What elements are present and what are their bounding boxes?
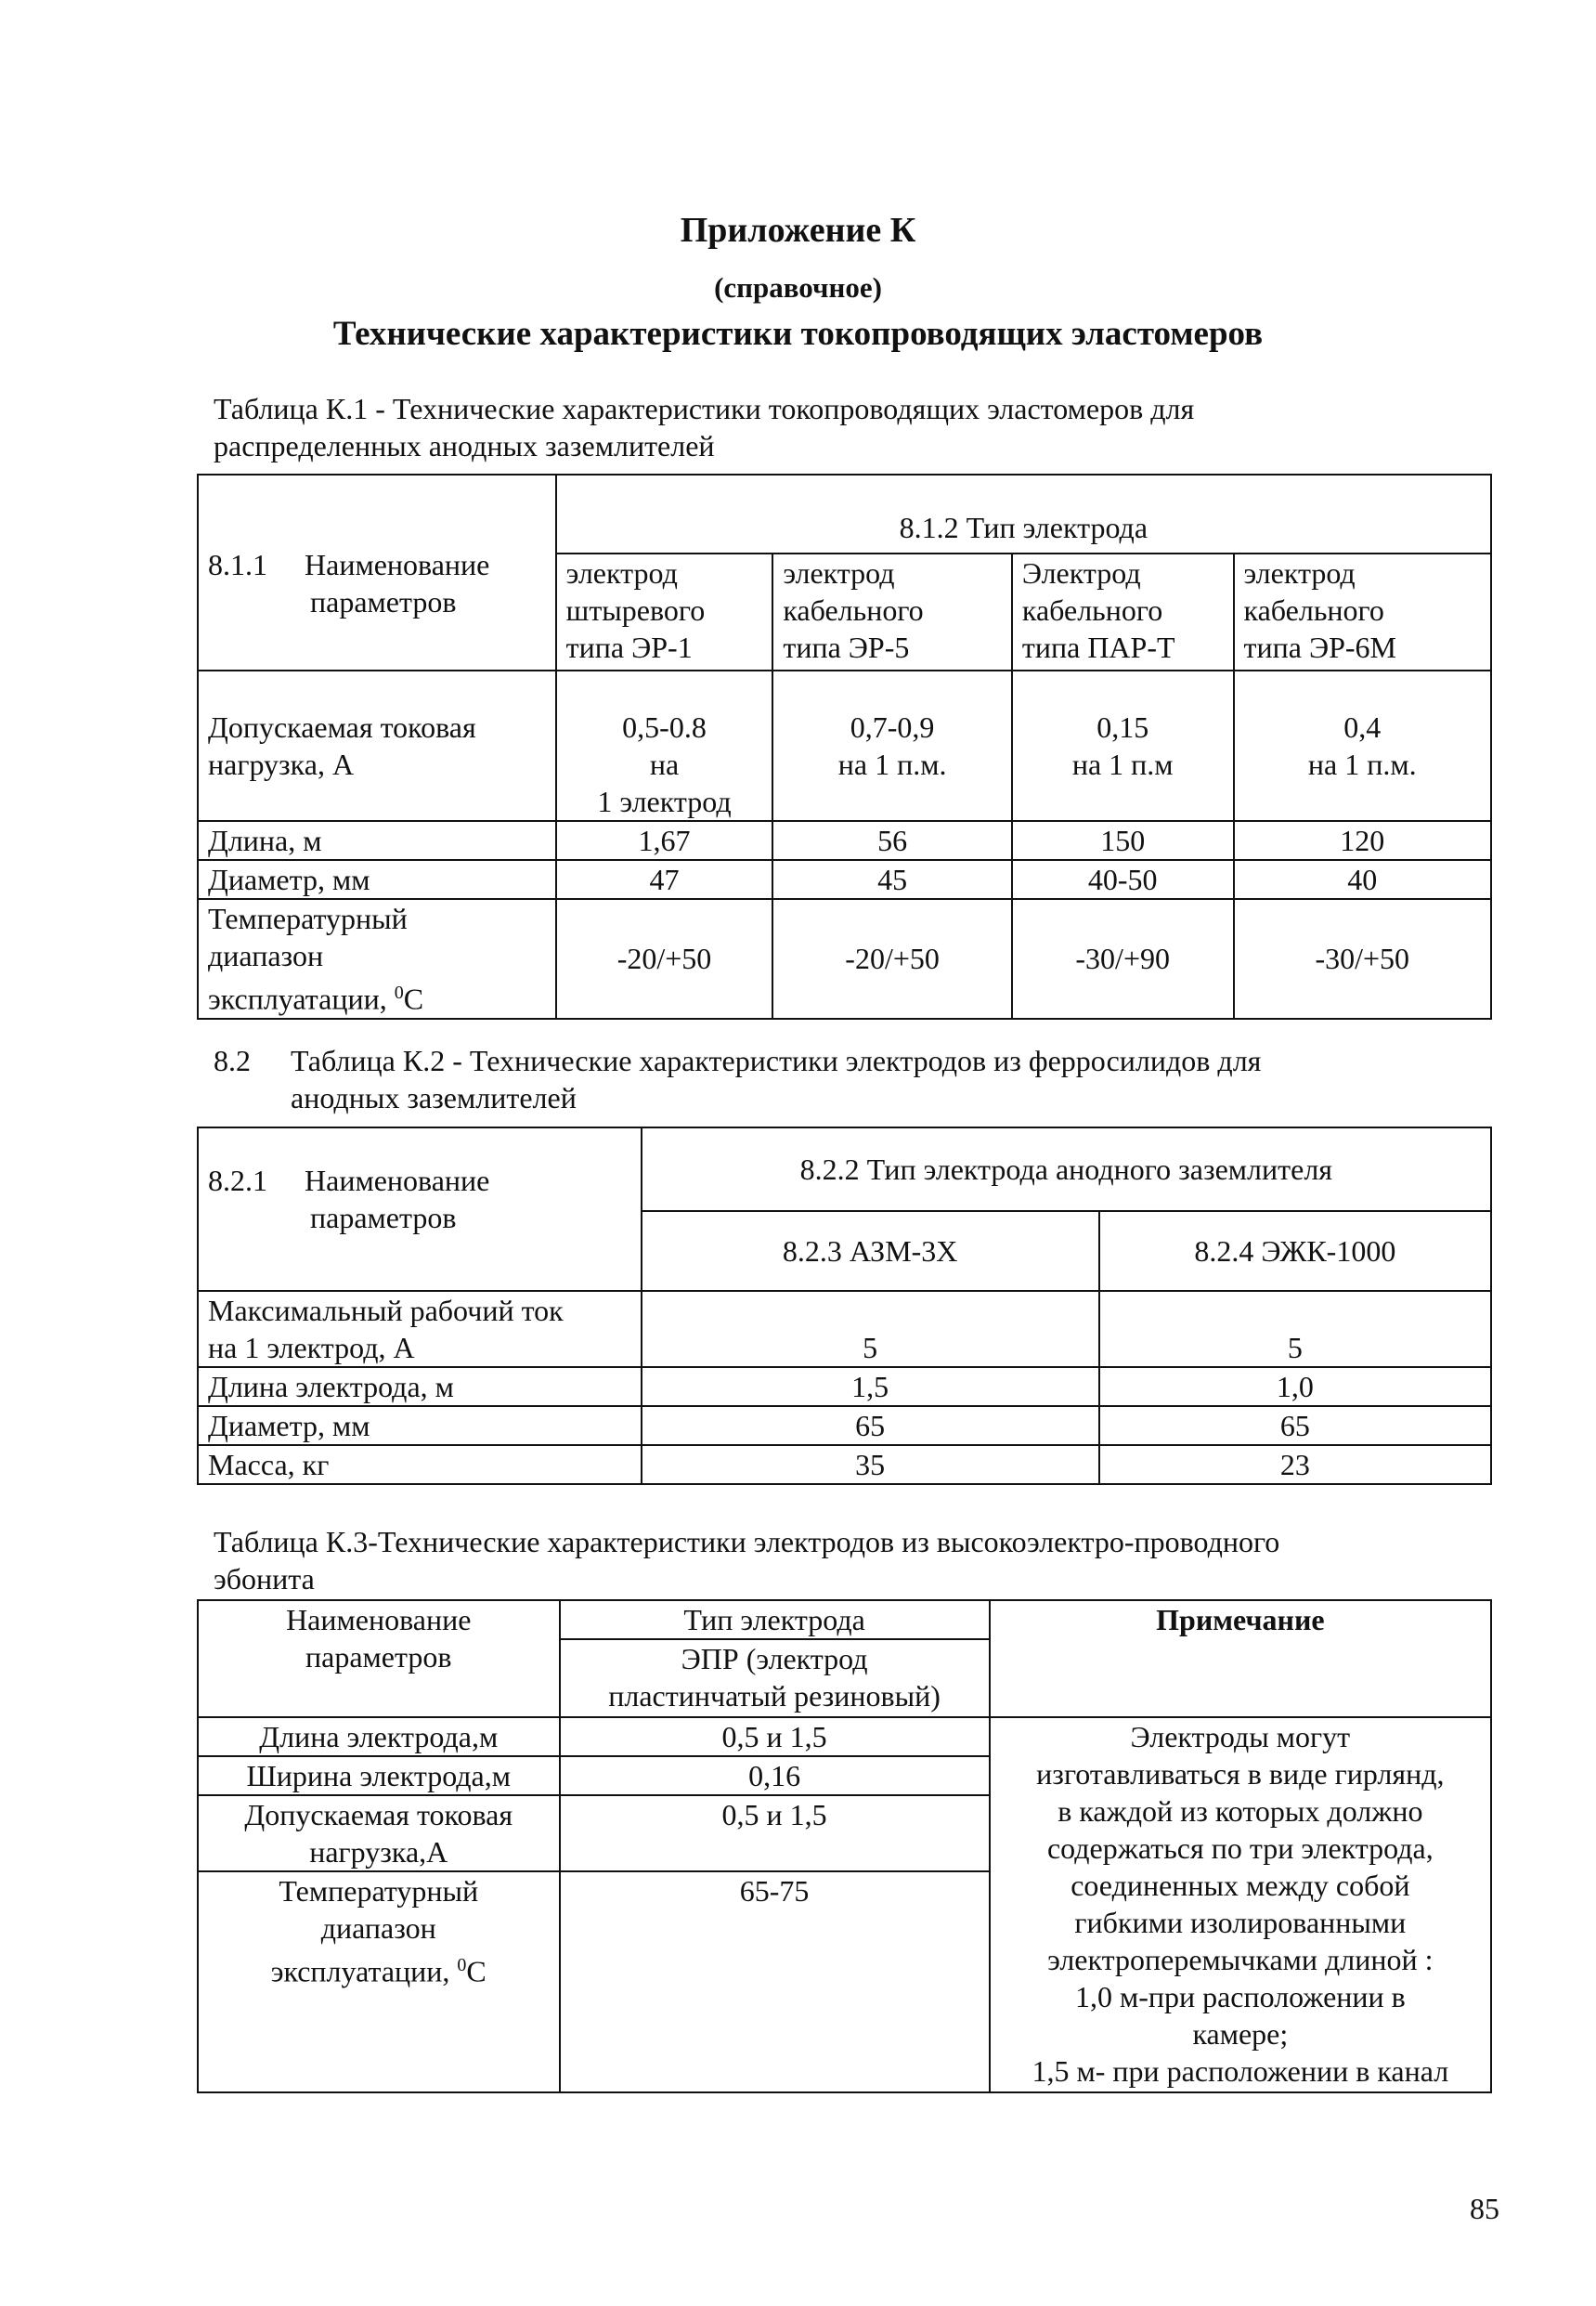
table2-type-header: 8.2.2 Тип электрода анодного заземлителя [642,1127,1491,1211]
table2-cell: 5 [642,1291,1099,1367]
table1-cell: 56 [772,821,1012,860]
label-line: Максимальный рабочий ток [208,1294,564,1327]
table2-param-header [198,1127,642,1291]
type-line: электрод [783,556,895,590]
table2-param-header-num: 8.2.1 [208,1164,267,1197]
table-row [198,1291,1491,1367]
type-line: Электрод [1021,556,1141,590]
table2-cell: 1,0 [1099,1367,1491,1406]
table1-row-label: Диаметр, мм [198,860,556,899]
label-line: на 1 электрод, А [208,1331,415,1364]
table1-cell: 150 [1012,821,1234,860]
table1-cell: -30/+90 [1012,899,1234,1019]
table2-cell: 23 [1099,1445,1491,1484]
value-line: на 1 п.м. [837,748,947,781]
table-row [198,671,1491,821]
table3-caption [214,1523,1279,1597]
value-line: 0,5-0.8 [622,710,707,744]
table1-cell [556,671,773,821]
table1-type-cell [1012,554,1234,671]
label-line: нагрузка, А [208,748,355,781]
table1-type-header: 8.1.2 Тип электрода [556,475,1491,554]
degree-mark: 0 [394,983,404,1003]
table3-row-label [198,1795,560,1871]
type-line: штыревого [565,593,706,627]
table2-param-header-l1: Наименование [305,1164,490,1197]
table2-row-label: Масса, кг [198,1445,642,1484]
table3-cell: 0,16 [560,1756,990,1795]
document-title: Технические характеристики токопроводящих эластомеров [332,315,1264,353]
table3-caption-line1: Таблица К.3-Технические характеристики электродов из высокоэлектро-проводного [214,1525,1280,1558]
note-line: 1,0 м-при расположении в [1074,1980,1406,2013]
type-line: электрод [1243,556,1356,590]
table3-type-cell [560,1639,990,1717]
label-line: диапазон [208,939,324,972]
table2 [197,1127,1492,1485]
table-row [198,899,1491,1019]
table3-caption-line2: эбонита [214,1562,315,1596]
table3-row-label: Длина электрода,м [198,1717,560,1756]
table2-cell: 1,5 [642,1367,1099,1406]
table-row [198,1717,1491,1756]
type-line: типа ЭР-1 [565,631,693,664]
table3-param-header [198,1600,560,1717]
table1 [197,474,1492,1020]
label-line: Температурный [279,1874,479,1908]
table2-caption-line1: Таблица К.2 - Технические характеристики электродов из ферросилидов для [291,1044,1262,1077]
table-row [198,821,1491,860]
table1-type-cell [1234,554,1491,671]
value-line: на [649,748,680,781]
note-line: электроперемычками длиной : [1047,1943,1434,1976]
value-line: 0,4 [1343,710,1382,744]
table3-cell: 0,5 и 1,5 [560,1795,990,1871]
table3-note-header: Примечание [990,1600,1491,1717]
table2-type-cell: 8.2.4 ЭЖК-1000 [1099,1211,1491,1291]
table1-cell: 40-50 [1012,860,1234,899]
note-line: гибкими изолированными [1074,1906,1407,1939]
table2-row-label: Диаметр, мм [198,1406,642,1445]
table1-param-header [198,475,556,671]
table1-cell [1012,671,1234,821]
page-number: 85 [1470,2192,1499,2225]
label-line: нагрузка,А [309,1835,448,1869]
table1-caption-line2: распределенных анодных заземлителей [214,429,715,463]
degree-mark: 0 [457,1955,467,1975]
note-line: в каждой из которых должно [1058,1794,1423,1828]
type-line: пластинчатый резиновый) [608,1679,941,1713]
value-line: на 1 п.м. [1307,748,1417,781]
table-row [198,1445,1491,1484]
type-line: кабельного [783,593,924,627]
type-line: типа ПАР-Т [1021,631,1175,664]
table3-row-label: Ширина электрода,м [198,1756,560,1795]
table1-row-label: Длина, м [198,821,556,860]
table2-type-cell: 8.2.3 АЗМ-3Х [642,1211,1099,1291]
value-line: 1 электрод [597,785,732,818]
table1-caption [214,390,1194,464]
appendix-note: (справочное) [714,271,882,304]
table2-cell: 5 [1099,1291,1491,1367]
table3-cell: 0,5 и 1,5 [560,1717,990,1756]
table1-param-header-num: 8.1.1 [208,548,267,581]
note-line: содержаться по три электрода, [1046,1831,1434,1865]
table1-param-header-l2: параметров [310,585,457,619]
table1-caption-line1: Таблица К.1 - Технические характеристики токопроводящих эластомеров для [214,392,1195,425]
table-row [198,1406,1491,1445]
label-line: эксплуатации, [270,1954,458,1988]
note-line: соединенных между собой [1070,1869,1410,1902]
label-line: Температурный [208,902,408,935]
table3-type-header: Тип электрода [560,1600,990,1639]
table1-cell [772,671,1012,821]
label-line: диапазон [320,1911,436,1945]
table3 [197,1599,1492,2093]
table1-cell: 120 [1234,821,1491,860]
value-line: 0,7-0,9 [850,710,935,744]
type-line: электрод [565,556,678,590]
table1-cell: 40 [1234,860,1491,899]
table3-row-label [198,1871,560,2092]
table2-caption-num: 8.2 [214,1044,251,1077]
table1-cell: 45 [772,860,1012,899]
appendix-title: Приложение К [680,211,916,250]
table1-cell [1234,671,1491,821]
note-line: 1,5 м- при расположении в канал [1032,2054,1449,2088]
type-line: типа ЭР-6М [1243,631,1396,664]
type-line: типа ЭР-5 [783,631,910,664]
table1-cell: -20/+50 [556,899,773,1019]
table1-row-label [198,671,556,821]
table2-row-label: Длина электрода, м [198,1367,642,1406]
table1-cell: -30/+50 [1234,899,1491,1019]
table1-cell: 1,67 [556,821,773,860]
unit: С [466,1954,487,1988]
table1-param-header-l1: Наименование [305,548,490,581]
table1-cell: 47 [556,860,773,899]
type-line: кабельного [1243,593,1384,627]
table1-type-cell [772,554,1012,671]
table2-caption [214,1042,1261,1116]
note-line: Электроды могут [1130,1720,1351,1753]
type-line: кабельного [1021,593,1163,627]
header-line: параметров [305,1640,452,1674]
label-line: Допускаемая токовая [208,710,476,744]
table-row [198,860,1491,899]
unit: С [403,982,424,1016]
table2-cell: 65 [1099,1406,1491,1445]
table2-caption-line2: анодных заземлителей [291,1081,577,1114]
note-line: изготавливаться в виде гирлянд, [1036,1757,1445,1791]
note-line: камере; [1192,2017,1289,2051]
table-row [198,1367,1491,1406]
table2-cell: 35 [642,1445,1099,1484]
value-line: на 1 п.м [1071,748,1174,781]
table1-cell: -20/+50 [772,899,1012,1019]
table1-type-cell [556,554,773,671]
type-line: ЭПР (электрод [681,1642,868,1675]
label-line: эксплуатации, [208,982,395,1016]
table2-row-label [198,1291,642,1367]
header-line: Наименование [286,1603,472,1636]
table1-row-label [198,899,556,1019]
table2-param-header-l2: параметров [310,1201,457,1234]
value-line: 0,15 [1096,710,1149,744]
table2-cell: 65 [642,1406,1099,1445]
table3-cell: 65-75 [560,1871,990,2092]
label-line: Допускаемая токовая [244,1798,513,1831]
table3-note-cell [990,1717,1491,2092]
